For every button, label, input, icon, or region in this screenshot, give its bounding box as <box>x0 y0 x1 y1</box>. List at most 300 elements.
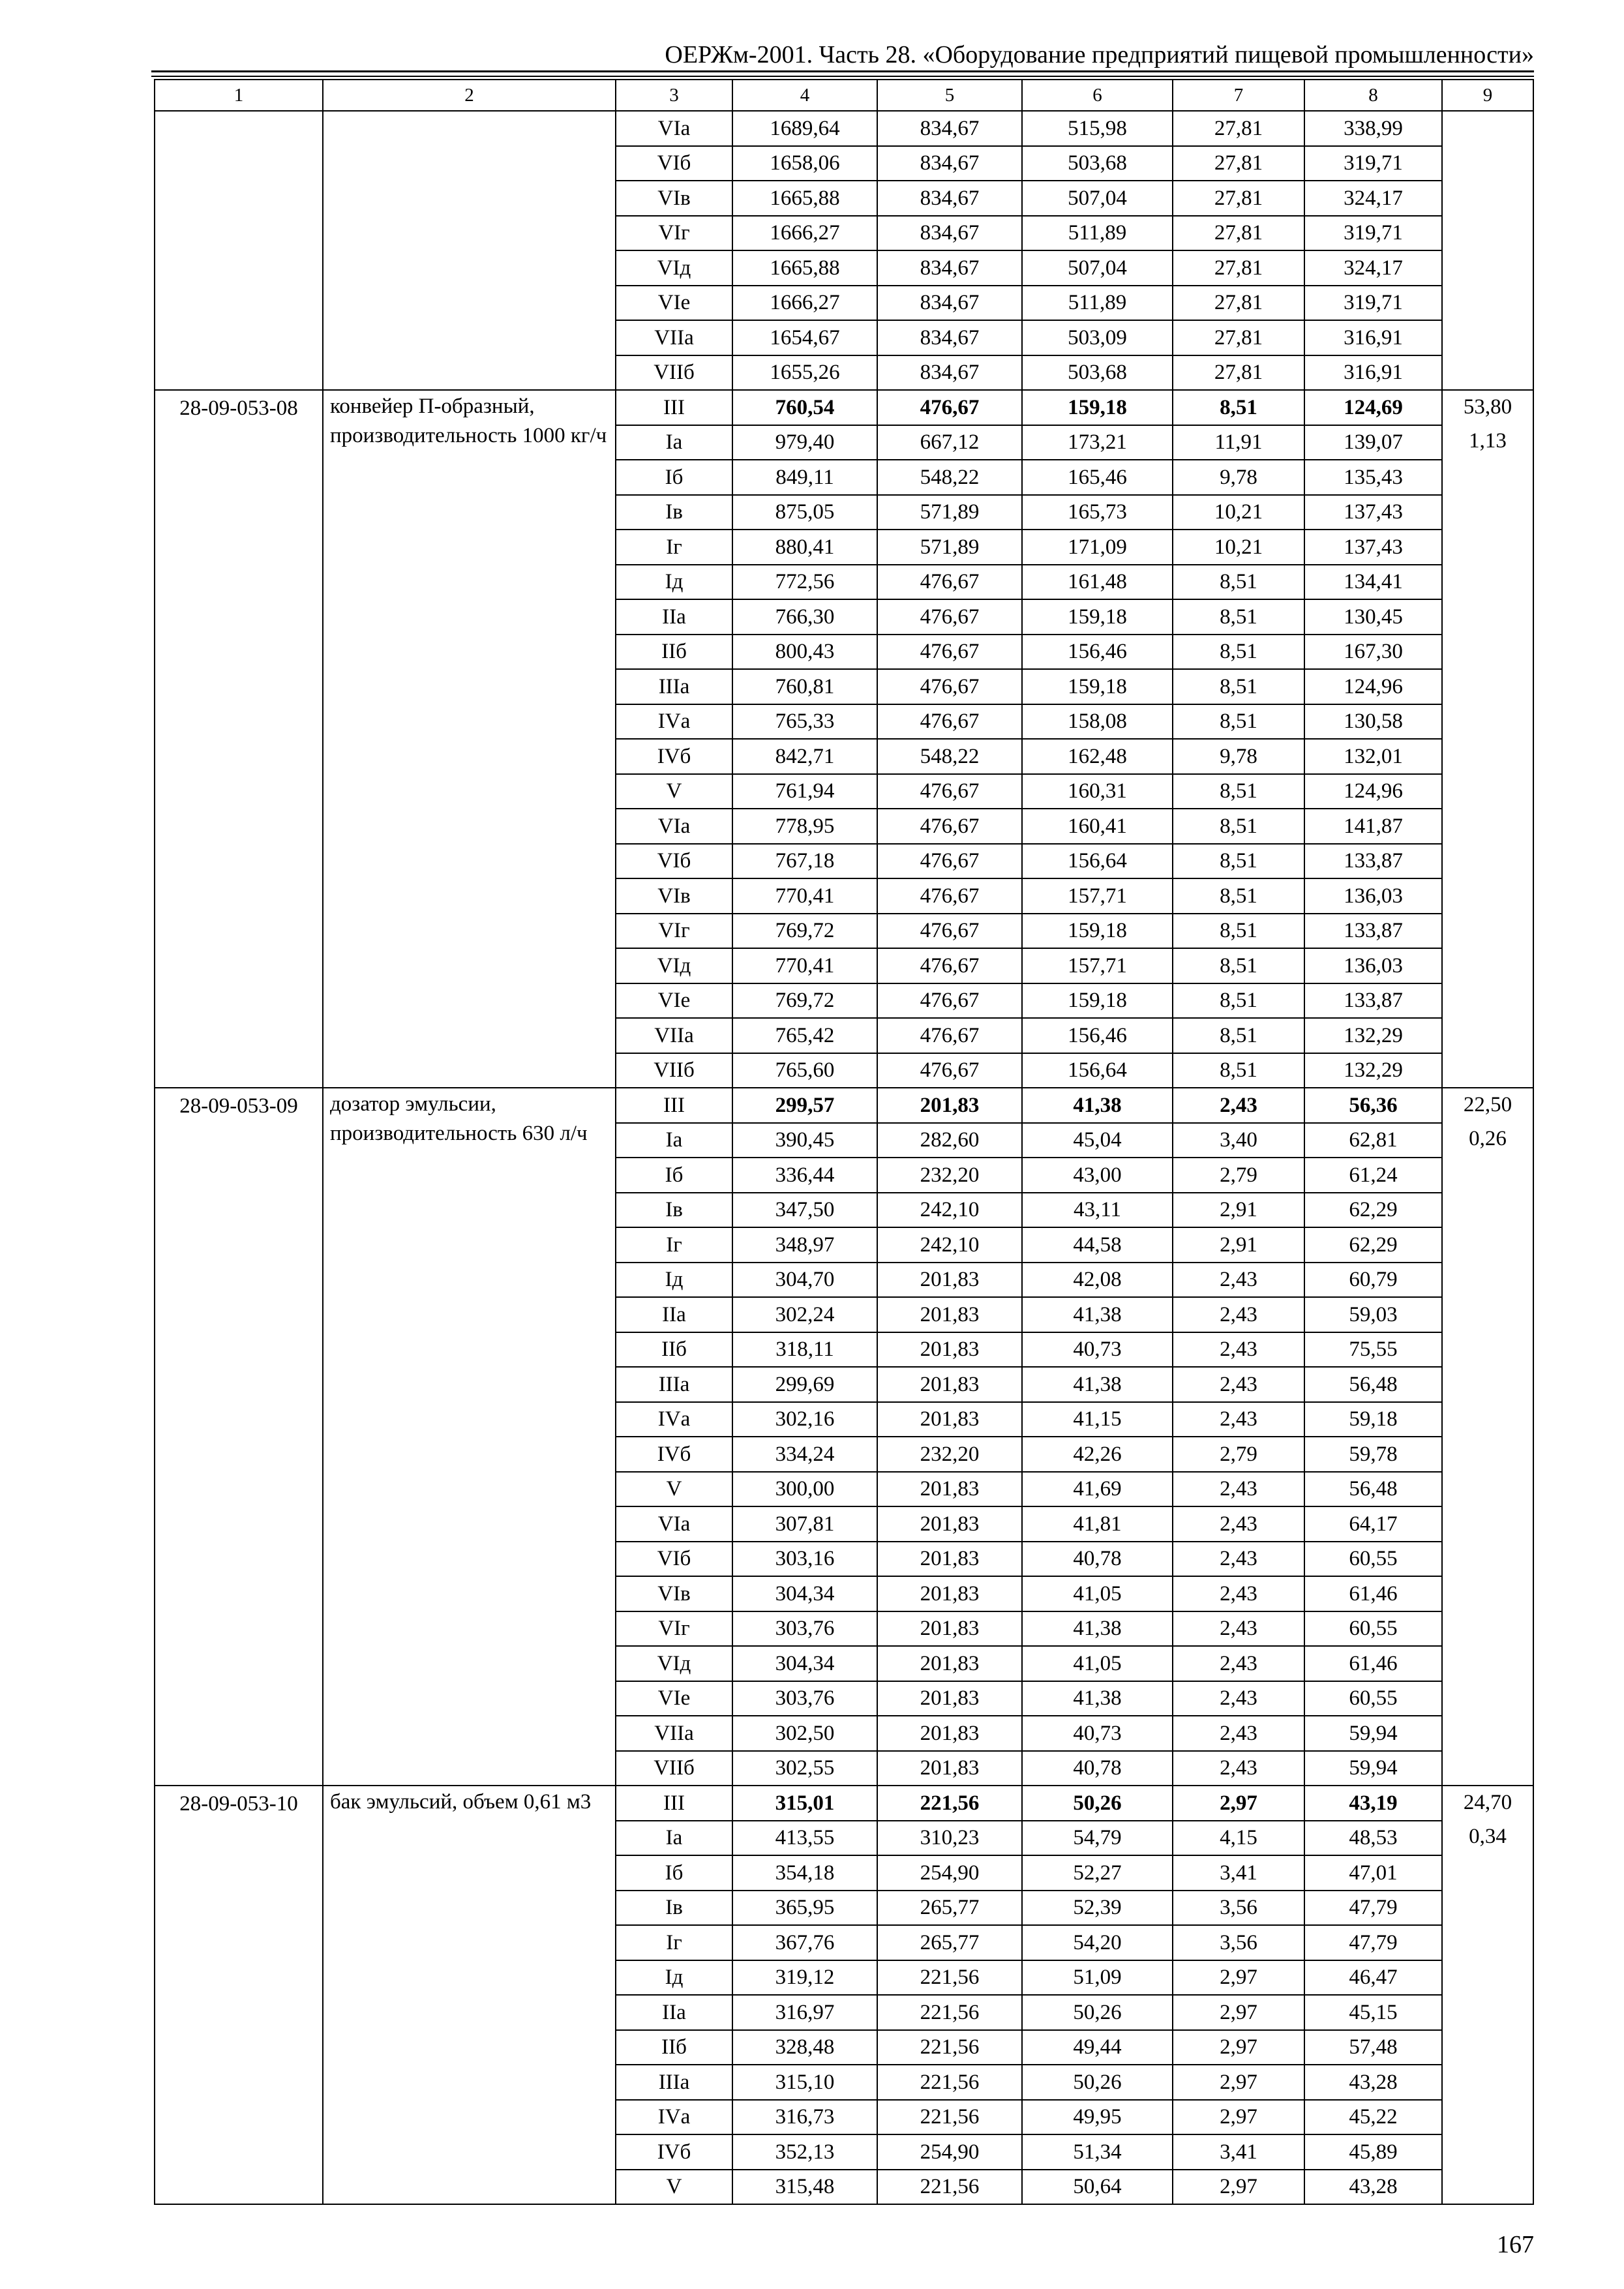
machine-cost-cell: 54,79 <box>1022 1821 1173 1856</box>
materials-cost-cell: 47,01 <box>1304 1855 1442 1891</box>
total-cost-cell: 880,41 <box>732 530 877 565</box>
materials-cost-cell: 124,69 <box>1304 390 1442 425</box>
zone-cell: VIв <box>616 181 732 216</box>
machine-cost-cell: 52,39 <box>1022 1891 1173 1926</box>
machine-cost-cell: 40,78 <box>1022 1542 1173 1577</box>
materials-cost-cell: 61,46 <box>1304 1576 1442 1611</box>
wages-cell: 254,90 <box>877 1855 1022 1891</box>
price-code: 28-09-053-09 <box>179 1094 298 1118</box>
zone-cell: VIе <box>616 286 732 321</box>
table-row <box>155 111 1533 146</box>
machine-cost-cell: 159,18 <box>1022 390 1173 425</box>
machinist-wages-cell: 8,51 <box>1173 983 1304 1019</box>
machine-cost-cell: 44,58 <box>1022 1227 1173 1263</box>
materials-cost-cell: 135,43 <box>1304 460 1442 495</box>
wages-cell: 201,83 <box>877 1751 1022 1786</box>
materials-cost-cell: 338,99 <box>1304 111 1442 146</box>
total-cost-cell: 302,50 <box>732 1716 877 1751</box>
total-cost-cell: 760,54 <box>732 390 877 425</box>
zone-cell: VIа <box>616 111 732 146</box>
wages-cell: 571,89 <box>877 530 1022 565</box>
wages-cell: 221,56 <box>877 1960 1022 1996</box>
materials-cost-cell: 61,46 <box>1304 1646 1442 1681</box>
zone-cell: IIа <box>616 599 732 635</box>
total-cost-cell: 778,95 <box>732 809 877 844</box>
wages-cell: 201,83 <box>877 1646 1022 1681</box>
wages-cell: 834,67 <box>877 250 1022 286</box>
machinist-wages-cell: 2,43 <box>1173 1542 1304 1577</box>
wages-cell: 476,67 <box>877 390 1022 425</box>
zone-cell: Iб <box>616 460 732 495</box>
total-cost-cell: 761,94 <box>732 774 877 809</box>
materials-cost-cell: 60,55 <box>1304 1611 1442 1647</box>
total-cost-cell: 979,40 <box>732 425 877 460</box>
column-number: 5 <box>877 80 1022 111</box>
total-cost-cell: 765,60 <box>732 1053 877 1088</box>
code-cell <box>155 390 323 1088</box>
machinist-wages-cell: 2,43 <box>1173 1576 1304 1611</box>
wages-cell: 201,83 <box>877 1611 1022 1647</box>
price-code: 28-09-053-08 <box>179 396 298 420</box>
materials-cost-cell: 137,43 <box>1304 495 1442 530</box>
machinist-wages-cell: 3,41 <box>1173 2134 1304 2170</box>
labor-cell <box>1442 390 1533 1088</box>
price-code: 28-09-053-10 <box>179 1792 298 1816</box>
machine-cost-cell: 45,04 <box>1022 1123 1173 1158</box>
materials-cost-cell: 136,03 <box>1304 948 1442 983</box>
code-cell <box>155 1786 323 2204</box>
wages-cell: 476,67 <box>877 914 1022 949</box>
wages-cell: 476,67 <box>877 599 1022 635</box>
total-cost-cell: 303,76 <box>732 1681 877 1716</box>
machinist-wages-cell: 11,91 <box>1173 425 1304 460</box>
code-cell <box>155 1088 323 1786</box>
total-cost-cell: 348,97 <box>732 1227 877 1263</box>
total-cost-cell: 315,48 <box>732 2170 877 2205</box>
total-cost-cell: 1658,06 <box>732 146 877 181</box>
materials-cost-cell: 47,79 <box>1304 1925 1442 1960</box>
materials-cost-cell: 56,48 <box>1304 1472 1442 1507</box>
labor-machinists: 0,34 <box>1469 1824 1507 1848</box>
zone-cell: Iг <box>616 1925 732 1960</box>
zone-cell: VIIб <box>616 1751 732 1786</box>
labor-cost: 24,70 <box>1463 1791 1512 1814</box>
machinist-wages-cell: 3,56 <box>1173 1925 1304 1960</box>
wages-cell: 201,83 <box>877 1506 1022 1542</box>
machine-cost-cell: 51,34 <box>1022 2134 1173 2170</box>
zone-cell: V <box>616 774 732 809</box>
machinist-wages-cell: 2,79 <box>1173 1437 1304 1472</box>
materials-cost-cell: 45,89 <box>1304 2134 1442 2170</box>
wages-cell: 834,67 <box>877 216 1022 251</box>
name-cell <box>323 390 616 1088</box>
page-number: 167 <box>1497 2231 1534 2258</box>
total-cost-cell: 765,42 <box>732 1018 877 1053</box>
equipment-name: конвейер П-образный, производительность 1000 кг/ч <box>330 395 607 447</box>
materials-cost-cell: 59,94 <box>1304 1716 1442 1751</box>
table-row <box>155 1786 1533 1821</box>
total-cost-cell: 347,50 <box>732 1193 877 1228</box>
zone-cell: IIб <box>616 2030 732 2065</box>
materials-cost-cell: 136,03 <box>1304 878 1442 914</box>
total-cost-cell: 334,24 <box>732 1437 877 1472</box>
materials-cost-cell: 132,29 <box>1304 1018 1442 1053</box>
zone-cell: Iв <box>616 1891 732 1926</box>
column-number: 4 <box>732 80 877 111</box>
zone-cell: Iв <box>616 495 732 530</box>
machinist-wages-cell: 2,97 <box>1173 2030 1304 2065</box>
price-code <box>155 112 322 113</box>
machinist-wages-cell: 2,43 <box>1173 1472 1304 1507</box>
zone-cell: IVа <box>616 1402 732 1437</box>
machinist-wages-cell: 27,81 <box>1173 146 1304 181</box>
labor-cell <box>1442 111 1533 390</box>
equipment-name: дозатор эмульсии, производительность 630 л/ч <box>330 1092 588 1145</box>
wages-cell: 201,83 <box>877 1088 1022 1123</box>
total-cost-cell: 302,24 <box>732 1297 877 1332</box>
total-cost-cell: 770,41 <box>732 948 877 983</box>
machinist-wages-cell: 2,97 <box>1173 2100 1304 2135</box>
materials-cost-cell: 167,30 <box>1304 635 1442 670</box>
machinist-wages-cell: 2,43 <box>1173 1646 1304 1681</box>
wages-cell: 476,67 <box>877 774 1022 809</box>
machine-cost-cell: 503,09 <box>1022 320 1173 355</box>
machine-cost-cell: 54,20 <box>1022 1925 1173 1960</box>
column-number: 7 <box>1173 80 1304 111</box>
machine-cost-cell: 507,04 <box>1022 250 1173 286</box>
machinist-wages-cell: 27,81 <box>1173 216 1304 251</box>
materials-cost-cell: 130,58 <box>1304 704 1442 740</box>
materials-cost-cell: 124,96 <box>1304 669 1442 704</box>
machine-cost-cell: 50,26 <box>1022 1995 1173 2030</box>
wages-cell: 201,83 <box>877 1681 1022 1716</box>
total-cost-cell: 800,43 <box>732 635 877 670</box>
header-rule <box>151 70 1534 72</box>
wages-cell: 834,67 <box>877 355 1022 391</box>
materials-cost-cell: 59,03 <box>1304 1297 1442 1332</box>
machine-cost-cell: 159,18 <box>1022 669 1173 704</box>
machine-cost-cell: 41,69 <box>1022 1472 1173 1507</box>
machinist-wages-cell: 9,78 <box>1173 460 1304 495</box>
materials-cost-cell: 319,71 <box>1304 146 1442 181</box>
zone-cell: VIа <box>616 1506 732 1542</box>
zone-cell: VIIа <box>616 1018 732 1053</box>
wages-cell: 221,56 <box>877 1786 1022 1821</box>
wages-cell: 310,23 <box>877 1821 1022 1856</box>
zone-cell: Iа <box>616 1821 732 1856</box>
zone-cell: VIа <box>616 809 732 844</box>
name-cell <box>323 1088 616 1786</box>
wages-cell: 834,67 <box>877 146 1022 181</box>
total-cost-cell: 1655,26 <box>732 355 877 391</box>
machinist-wages-cell: 2,43 <box>1173 1088 1304 1123</box>
machinist-wages-cell: 8,51 <box>1173 599 1304 635</box>
zone-cell: VIе <box>616 983 732 1019</box>
machinist-wages-cell: 2,79 <box>1173 1158 1304 1193</box>
machine-cost-cell: 41,15 <box>1022 1402 1173 1437</box>
wages-cell: 476,67 <box>877 669 1022 704</box>
zone-cell: VIб <box>616 146 732 181</box>
total-cost-cell: 842,71 <box>732 739 877 774</box>
wages-cell: 265,77 <box>877 1925 1022 1960</box>
materials-cost-cell: 56,48 <box>1304 1367 1442 1402</box>
machinist-wages-cell: 8,51 <box>1173 669 1304 704</box>
zone-cell: IVб <box>616 2134 732 2170</box>
materials-cost-cell: 75,55 <box>1304 1332 1442 1368</box>
machine-cost-cell: 157,71 <box>1022 948 1173 983</box>
total-cost-cell: 319,12 <box>732 1960 877 1996</box>
total-cost-cell: 367,76 <box>732 1925 877 1960</box>
total-cost-cell: 390,45 <box>732 1123 877 1158</box>
page-header: ОЕРЖм-2001. Часть 28. «Оборудование предприятий пищевой промышленности» <box>665 41 1534 68</box>
materials-cost-cell: 60,79 <box>1304 1263 1442 1298</box>
materials-cost-cell: 133,87 <box>1304 983 1442 1019</box>
total-cost-cell: 766,30 <box>732 599 877 635</box>
machine-cost-cell: 503,68 <box>1022 355 1173 391</box>
zone-cell: Iг <box>616 530 732 565</box>
wages-cell: 476,67 <box>877 635 1022 670</box>
machine-cost-cell: 41,05 <box>1022 1576 1173 1611</box>
machine-cost-cell: 165,46 <box>1022 460 1173 495</box>
header-rule-secondary <box>151 76 1534 77</box>
machinist-wages-cell: 8,51 <box>1173 1053 1304 1088</box>
machine-cost-cell: 160,41 <box>1022 809 1173 844</box>
column-number: 6 <box>1022 80 1173 111</box>
materials-cost-cell: 316,91 <box>1304 320 1442 355</box>
total-cost-cell: 316,73 <box>732 2100 877 2135</box>
total-cost-cell: 300,00 <box>732 1472 877 1507</box>
zone-cell: IIб <box>616 635 732 670</box>
machinist-wages-cell: 8,51 <box>1173 914 1304 949</box>
wages-cell: 221,56 <box>877 2170 1022 2205</box>
machinist-wages-cell: 27,81 <box>1173 286 1304 321</box>
machine-cost-cell: 511,89 <box>1022 216 1173 251</box>
wages-cell: 834,67 <box>877 111 1022 146</box>
machinist-wages-cell: 2,43 <box>1173 1506 1304 1542</box>
materials-cost-cell: 60,55 <box>1304 1681 1442 1716</box>
total-cost-cell: 767,18 <box>732 844 877 879</box>
materials-cost-cell: 130,45 <box>1304 599 1442 635</box>
machine-cost-cell: 41,38 <box>1022 1088 1173 1123</box>
column-number: 9 <box>1442 80 1533 111</box>
zone-cell: VIд <box>616 250 732 286</box>
zone-cell: Iв <box>616 1193 732 1228</box>
materials-cost-cell: 139,07 <box>1304 425 1442 460</box>
machine-cost-cell: 40,78 <box>1022 1751 1173 1786</box>
machinist-wages-cell: 8,51 <box>1173 878 1304 914</box>
machine-cost-cell: 41,38 <box>1022 1297 1173 1332</box>
materials-cost-cell: 132,29 <box>1304 1053 1442 1088</box>
materials-cost-cell: 133,87 <box>1304 844 1442 879</box>
wages-cell: 232,20 <box>877 1158 1022 1193</box>
machine-cost-cell: 515,98 <box>1022 111 1173 146</box>
zone-cell: III <box>616 1786 732 1821</box>
total-cost-cell: 1665,88 <box>732 250 877 286</box>
equipment-name <box>323 112 615 113</box>
wages-cell: 221,56 <box>877 2030 1022 2065</box>
total-cost-cell: 413,55 <box>732 1821 877 1856</box>
total-cost-cell: 299,69 <box>732 1367 877 1402</box>
machine-cost-cell: 51,09 <box>1022 1960 1173 1996</box>
machine-cost-cell: 50,26 <box>1022 1786 1173 1821</box>
materials-cost-cell: 46,47 <box>1304 1960 1442 1996</box>
total-cost-cell: 304,34 <box>732 1576 877 1611</box>
machinist-wages-cell: 8,51 <box>1173 704 1304 740</box>
wages-cell: 201,83 <box>877 1297 1022 1332</box>
materials-cost-cell: 59,94 <box>1304 1751 1442 1786</box>
materials-cost-cell: 319,71 <box>1304 286 1442 321</box>
machine-cost-cell: 507,04 <box>1022 181 1173 216</box>
total-cost-cell: 760,81 <box>732 669 877 704</box>
total-cost-cell: 315,01 <box>732 1786 877 1821</box>
zone-cell: VIв <box>616 878 732 914</box>
machinist-wages-cell: 2,97 <box>1173 1995 1304 2030</box>
zone-cell: VIб <box>616 844 732 879</box>
wages-cell: 201,83 <box>877 1716 1022 1751</box>
total-cost-cell: 1665,88 <box>732 181 877 216</box>
materials-cost-cell: 48,53 <box>1304 1821 1442 1856</box>
price-table <box>154 79 1534 2205</box>
machine-cost-cell: 41,38 <box>1022 1611 1173 1647</box>
wages-cell: 232,20 <box>877 1437 1022 1472</box>
zone-cell: IVб <box>616 739 732 774</box>
zone-cell: V <box>616 1472 732 1507</box>
wages-cell: 221,56 <box>877 2065 1022 2100</box>
machine-cost-cell: 49,95 <box>1022 2100 1173 2135</box>
total-cost-cell: 302,55 <box>732 1751 877 1786</box>
machinist-wages-cell: 2,91 <box>1173 1193 1304 1228</box>
wages-cell: 242,10 <box>877 1193 1022 1228</box>
machinist-wages-cell: 2,97 <box>1173 1786 1304 1821</box>
zone-cell: Iг <box>616 1227 732 1263</box>
machine-cost-cell: 157,71 <box>1022 878 1173 914</box>
machinist-wages-cell: 8,51 <box>1173 390 1304 425</box>
table-row <box>155 390 1533 425</box>
total-cost-cell: 318,11 <box>732 1332 877 1368</box>
machine-cost-cell: 173,21 <box>1022 425 1173 460</box>
machinist-wages-cell: 8,51 <box>1173 774 1304 809</box>
wages-cell: 834,67 <box>877 286 1022 321</box>
total-cost-cell: 328,48 <box>732 2030 877 2065</box>
zone-cell: VIг <box>616 914 732 949</box>
zone-cell: VIIб <box>616 355 732 391</box>
machinist-wages-cell: 8,51 <box>1173 565 1304 600</box>
zone-cell: Iа <box>616 425 732 460</box>
machine-cost-cell: 162,48 <box>1022 739 1173 774</box>
machinist-wages-cell: 2,43 <box>1173 1402 1304 1437</box>
zone-cell: IVа <box>616 704 732 740</box>
wages-cell: 476,67 <box>877 948 1022 983</box>
zone-cell: VIIа <box>616 1716 732 1751</box>
column-number: 3 <box>616 80 732 111</box>
wages-cell: 476,67 <box>877 809 1022 844</box>
total-cost-cell: 1654,67 <box>732 320 877 355</box>
column-number: 1 <box>155 80 323 111</box>
machine-cost-cell: 160,31 <box>1022 774 1173 809</box>
wages-cell: 476,67 <box>877 844 1022 879</box>
total-cost-cell: 299,57 <box>732 1088 877 1123</box>
zone-cell: VIIа <box>616 320 732 355</box>
total-cost-cell: 354,18 <box>732 1855 877 1891</box>
total-cost-cell: 302,16 <box>732 1402 877 1437</box>
wages-cell: 242,10 <box>877 1227 1022 1263</box>
zone-cell: Iд <box>616 1960 732 1996</box>
materials-cost-cell: 124,96 <box>1304 774 1442 809</box>
materials-cost-cell: 43,28 <box>1304 2170 1442 2205</box>
zone-cell: IVа <box>616 2100 732 2135</box>
wages-cell: 201,83 <box>877 1263 1022 1298</box>
machine-cost-cell: 159,18 <box>1022 914 1173 949</box>
machinist-wages-cell: 2,43 <box>1173 1297 1304 1332</box>
machine-cost-cell: 40,73 <box>1022 1716 1173 1751</box>
materials-cost-cell: 45,22 <box>1304 2100 1442 2135</box>
machinist-wages-cell: 2,43 <box>1173 1611 1304 1647</box>
zone-cell: Iб <box>616 1158 732 1193</box>
machinist-wages-cell: 3,40 <box>1173 1123 1304 1158</box>
materials-cost-cell: 60,55 <box>1304 1542 1442 1577</box>
total-cost-cell: 1666,27 <box>732 286 877 321</box>
zone-cell: IVб <box>616 1437 732 1472</box>
machinist-wages-cell: 8,51 <box>1173 948 1304 983</box>
machinist-wages-cell: 2,97 <box>1173 2170 1304 2205</box>
materials-cost-cell: 61,24 <box>1304 1158 1442 1193</box>
machine-cost-cell: 156,46 <box>1022 635 1173 670</box>
machinist-wages-cell: 2,97 <box>1173 1960 1304 1996</box>
materials-cost-cell: 324,17 <box>1304 250 1442 286</box>
materials-cost-cell: 133,87 <box>1304 914 1442 949</box>
total-cost-cell: 770,41 <box>732 878 877 914</box>
materials-cost-cell: 62,29 <box>1304 1227 1442 1263</box>
wages-cell: 476,67 <box>877 878 1022 914</box>
column-number: 8 <box>1304 80 1442 111</box>
total-cost-cell: 365,95 <box>732 1891 877 1926</box>
wages-cell: 201,83 <box>877 1472 1022 1507</box>
machinist-wages-cell: 8,51 <box>1173 635 1304 670</box>
machine-cost-cell: 42,26 <box>1022 1437 1173 1472</box>
zone-cell: VIв <box>616 1576 732 1611</box>
machinist-wages-cell: 27,81 <box>1173 320 1304 355</box>
table-body <box>155 80 1533 2204</box>
materials-cost-cell: 319,71 <box>1304 216 1442 251</box>
materials-cost-cell: 316,91 <box>1304 355 1442 391</box>
total-cost-cell: 336,44 <box>732 1158 877 1193</box>
machine-cost-cell: 42,08 <box>1022 1263 1173 1298</box>
labor-cost: 22,50 <box>1463 1093 1512 1116</box>
materials-cost-cell: 137,43 <box>1304 530 1442 565</box>
total-cost-cell: 315,10 <box>732 2065 877 2100</box>
wages-cell: 548,22 <box>877 739 1022 774</box>
machine-cost-cell: 503,68 <box>1022 146 1173 181</box>
machine-cost-cell: 159,18 <box>1022 599 1173 635</box>
materials-cost-cell: 64,17 <box>1304 1506 1442 1542</box>
total-cost-cell: 769,72 <box>732 914 877 949</box>
zone-cell: IIIа <box>616 669 732 704</box>
zone-cell: VIг <box>616 1611 732 1647</box>
total-cost-cell: 765,33 <box>732 704 877 740</box>
materials-cost-cell: 47,79 <box>1304 1891 1442 1926</box>
wages-cell: 265,77 <box>877 1891 1022 1926</box>
wages-cell: 282,60 <box>877 1123 1022 1158</box>
total-cost-cell: 316,97 <box>732 1995 877 2030</box>
machine-cost-cell: 165,73 <box>1022 495 1173 530</box>
zone-cell: IIб <box>616 1332 732 1368</box>
column-number-row <box>155 80 1533 111</box>
code-cell <box>155 111 323 390</box>
machinist-wages-cell: 2,43 <box>1173 1332 1304 1368</box>
machine-cost-cell: 41,05 <box>1022 1646 1173 1681</box>
zone-cell: VIд <box>616 948 732 983</box>
machine-cost-cell: 171,09 <box>1022 530 1173 565</box>
